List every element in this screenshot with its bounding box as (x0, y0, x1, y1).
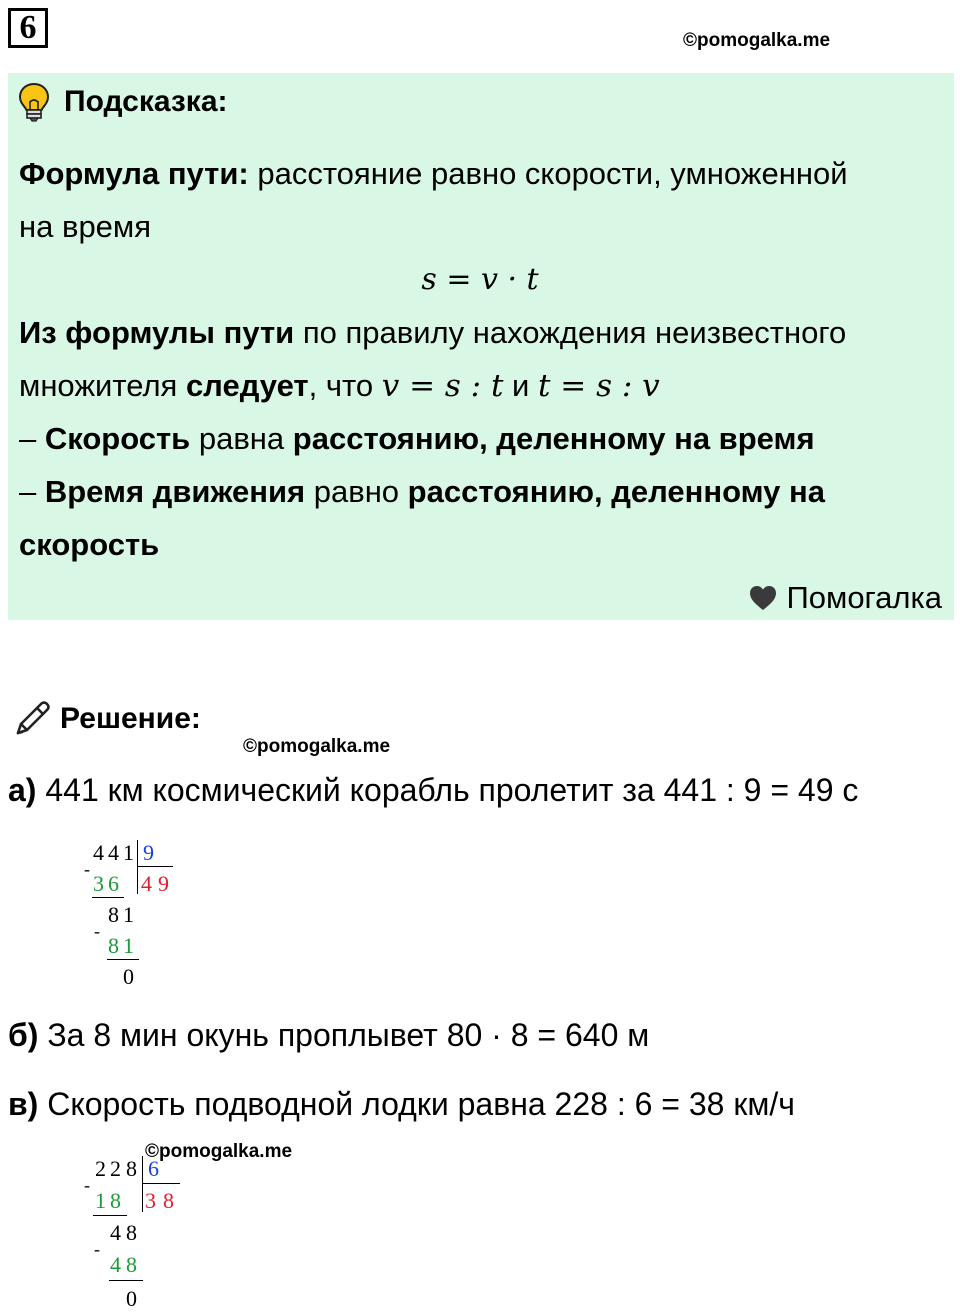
task-number (8, 8, 48, 48)
answer-label: в) (8, 1086, 39, 1122)
task-number-text: 6 (19, 9, 37, 46)
digit: 3 (93, 871, 104, 896)
subtract-line (92, 897, 124, 898)
divisor: 9 (143, 840, 154, 865)
digit: 1 (123, 933, 134, 958)
digit: 4 (93, 840, 104, 865)
hint-line-6 (19, 472, 825, 512)
watermark: ©pomogalka.me (683, 30, 831, 51)
division-bar (142, 1156, 143, 1212)
minus-sign: - (84, 859, 90, 879)
digit: 6 (108, 871, 119, 896)
minus-sign: - (84, 1175, 90, 1195)
answer-text: Скорость подводной лодки равна 228 : 6 = 38 км/ч (38, 1086, 795, 1122)
hint-bold: Время движения (44, 474, 306, 509)
hint-text: равно (305, 474, 408, 509)
hint-bold: Из формулы пути (19, 315, 295, 350)
solution-title-text: Решение: (60, 702, 201, 735)
hint-line-5 (19, 419, 815, 459)
digit: 8 (108, 902, 119, 927)
subtract-line (109, 1280, 143, 1281)
hint-bold: Скорость (44, 421, 191, 456)
hint-bold: расстоянию, деленному на время (292, 421, 815, 456)
heart-icon (748, 584, 778, 612)
digit: 2 (95, 1156, 106, 1181)
watermark: ©pomogalka.me (145, 1141, 293, 1162)
minus-sign: - (94, 1239, 100, 1259)
quotient-digit: 3 (145, 1188, 156, 1213)
formula-label: Формула пути: (19, 156, 249, 191)
divisor: 6 (148, 1156, 159, 1181)
hint-text: множителя (19, 368, 186, 403)
hint-line-7 (19, 525, 159, 565)
digit: 8 (110, 1188, 121, 1213)
division-bar (137, 840, 138, 894)
time-formula: t = s : v (537, 368, 660, 404)
solution-title (10, 697, 201, 741)
hint-title (16, 80, 228, 124)
digit: 1 (123, 840, 134, 865)
digit: 8 (108, 933, 119, 958)
hint-text: расстояние равно скорости, умноженной (248, 156, 848, 191)
digit: 4 (110, 1252, 121, 1277)
digit: 4 (108, 840, 119, 865)
quotient-digit: 4 (141, 871, 152, 896)
watermark: ©pomogalka.me (243, 736, 391, 757)
subtract-line (107, 959, 139, 960)
quotient-digit: 8 (163, 1188, 174, 1213)
digit: 1 (95, 1188, 106, 1213)
hint-text: по правилу нахождения неизвестного (294, 315, 847, 350)
hint-bold: скорость (19, 527, 160, 562)
answer-b (8, 1013, 649, 1057)
hint-bold: следует (185, 368, 309, 403)
subtract-line (93, 1215, 127, 1216)
hint-bold: расстоянию, деленному на (407, 474, 825, 509)
pencil-icon (10, 697, 54, 741)
answer-label: а) (8, 772, 37, 808)
dash: – (19, 474, 45, 509)
digit: 0 (123, 964, 134, 989)
hint-line-3 (19, 313, 846, 353)
hint-title-text: Подсказка: (64, 85, 228, 118)
quotient-digit: 9 (158, 871, 169, 896)
division-bar (137, 866, 173, 867)
hint-line-2 (19, 207, 151, 247)
long-division-c (82, 1154, 202, 1310)
answer-c (8, 1082, 795, 1126)
digit: 2 (110, 1156, 121, 1181)
digit: 8 (126, 1156, 137, 1181)
division-bar (142, 1183, 180, 1184)
answer-label: б) (8, 1017, 39, 1053)
long-division-a (82, 838, 202, 988)
digit: 1 (123, 902, 134, 927)
lightbulb-icon (16, 81, 52, 123)
dash: – (19, 421, 45, 456)
signature-text: Помогалка (786, 580, 942, 615)
answer-text: За 8 мин окунь проплывет 80 · 8 = 640 м (38, 1017, 650, 1053)
hint-text: и (503, 368, 538, 403)
digit: 8 (126, 1220, 137, 1245)
speed-formula: v = s : t (381, 368, 504, 404)
hint-line-4 (19, 366, 660, 406)
signature (748, 578, 942, 618)
digit: 0 (126, 1286, 137, 1311)
hint-line-1 (19, 154, 848, 194)
answer-a (8, 768, 858, 812)
hint-text: на время (19, 209, 152, 244)
digit: 4 (110, 1220, 121, 1245)
minus-sign: - (94, 921, 100, 941)
path-formula: s = v · t (421, 262, 539, 297)
digit: 8 (126, 1252, 137, 1277)
hint-text: равна (190, 421, 293, 456)
answer-text: 441 км космический корабль пролетит за 441 : 9 = 49 с (36, 772, 859, 808)
hint-text: , что (308, 368, 382, 403)
